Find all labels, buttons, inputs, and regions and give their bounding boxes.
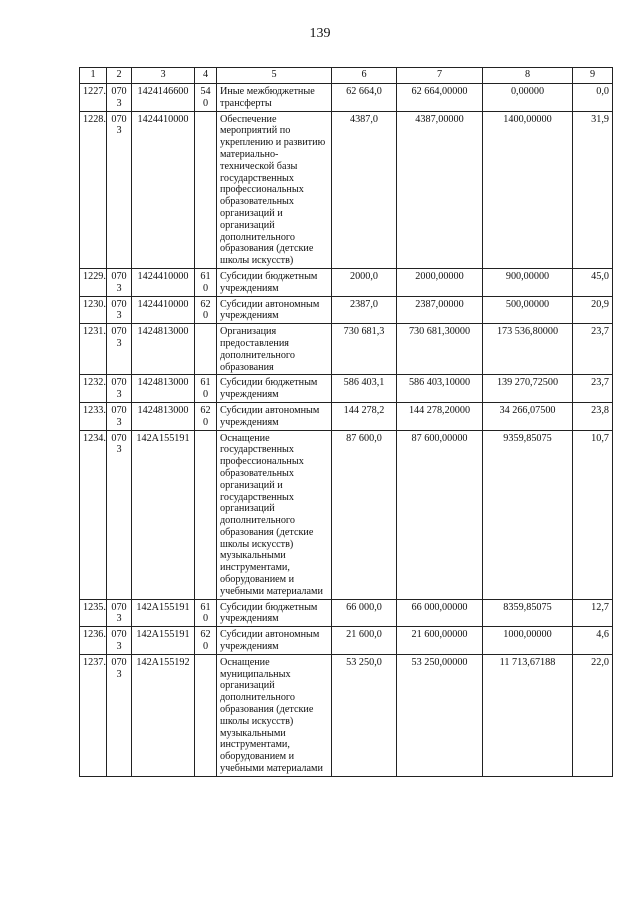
row-number: 1230.: [80, 296, 107, 324]
table-row: [80, 324, 613, 375]
execution-percent: 45,0: [573, 268, 613, 296]
plan-amount: 586 403,1: [332, 375, 397, 403]
plan-amount: 730 681,3: [332, 324, 397, 375]
row-number: 1228.: [80, 111, 107, 268]
column-header: 7: [397, 68, 483, 84]
column-header: 9: [573, 68, 613, 84]
section-code: 0703: [107, 627, 132, 655]
item-name: Субсидии бюджетным учреждениям: [217, 599, 332, 627]
expense-type: 610: [195, 599, 217, 627]
section-code: 0703: [107, 268, 132, 296]
target-code: 142A155191: [132, 599, 195, 627]
column-header: 1: [80, 68, 107, 84]
section-code: 0703: [107, 111, 132, 268]
expense-type: [195, 654, 217, 776]
execution-percent: 20,9: [573, 296, 613, 324]
executed-amount: 34 266,07500: [483, 402, 573, 430]
executed-amount: 139 270,72500: [483, 375, 573, 403]
refined-amount: 730 681,30000: [397, 324, 483, 375]
refined-amount: 4387,00000: [397, 111, 483, 268]
execution-percent: 10,7: [573, 430, 613, 599]
execution-percent: 31,9: [573, 111, 613, 268]
expense-type: 610: [195, 268, 217, 296]
item-name: Субсидии автономным учреждениям: [217, 402, 332, 430]
item-name: Обеспечение мероприятий по укреплению и развитию материально-технической базы государственных профессиональных образовательных организаций и организаций дополнительного образования (детские школы искусств): [217, 111, 332, 268]
row-number: 1232.: [80, 375, 107, 403]
refined-amount: 2000,00000: [397, 268, 483, 296]
expense-type: 620: [195, 402, 217, 430]
executed-amount: 173 536,80000: [483, 324, 573, 375]
item-name: Субсидии автономным учреждениям: [217, 296, 332, 324]
target-code: 1424813000: [132, 324, 195, 375]
table-row: [80, 296, 613, 324]
table-row: [80, 430, 613, 599]
target-code: 142A155191: [132, 430, 195, 599]
refined-amount: 586 403,10000: [397, 375, 483, 403]
refined-amount: 62 664,00000: [397, 84, 483, 112]
row-number: 1229.: [80, 268, 107, 296]
budget-table: [79, 67, 613, 777]
executed-amount: 0,00000: [483, 84, 573, 112]
execution-percent: 4,6: [573, 627, 613, 655]
section-code: 0703: [107, 402, 132, 430]
refined-amount: 66 000,00000: [397, 599, 483, 627]
executed-amount: 11 713,67188: [483, 654, 573, 776]
target-code: 1424410000: [132, 268, 195, 296]
row-number: 1237.: [80, 654, 107, 776]
page-number: 139: [309, 26, 331, 41]
plan-amount: 87 600,0: [332, 430, 397, 599]
executed-amount: 9359,85075: [483, 430, 573, 599]
target-code: 1424410000: [132, 111, 195, 268]
table-row: [80, 599, 613, 627]
item-name: Субсидии бюджетным учреждениям: [217, 268, 332, 296]
item-name: Субсидии автономным учреждениям: [217, 627, 332, 655]
table-row: [80, 654, 613, 776]
expense-type: 540: [195, 84, 217, 112]
row-number: 1233.: [80, 402, 107, 430]
plan-amount: 21 600,0: [332, 627, 397, 655]
row-number: 1235.: [80, 599, 107, 627]
target-code: 142A155191: [132, 627, 195, 655]
target-code: 142A155192: [132, 654, 195, 776]
table-row: [80, 268, 613, 296]
column-header: 6: [332, 68, 397, 84]
item-name: Оснащение государственных профессиональных образовательных организаций и государственных организаций дополнительного образования (детские школы искусств) музыкальными инструментами, оборудованием и учебными материалами: [217, 430, 332, 599]
refined-amount: 87 600,00000: [397, 430, 483, 599]
expense-type: [195, 324, 217, 375]
item-name: Субсидии бюджетным учреждениям: [217, 375, 332, 403]
table-header-row: [80, 68, 613, 84]
executed-amount: 1000,00000: [483, 627, 573, 655]
table-row: [80, 402, 613, 430]
executed-amount: 500,00000: [483, 296, 573, 324]
section-code: 0703: [107, 324, 132, 375]
target-code: 1424813000: [132, 402, 195, 430]
execution-percent: 23,7: [573, 375, 613, 403]
plan-amount: 2387,0: [332, 296, 397, 324]
plan-amount: 144 278,2: [332, 402, 397, 430]
column-header: 3: [132, 68, 195, 84]
plan-amount: 2000,0: [332, 268, 397, 296]
execution-percent: 23,7: [573, 324, 613, 375]
row-number: 1236.: [80, 627, 107, 655]
row-number: 1234.: [80, 430, 107, 599]
column-header: 2: [107, 68, 132, 84]
execution-percent: 22,0: [573, 654, 613, 776]
plan-amount: 62 664,0: [332, 84, 397, 112]
refined-amount: 144 278,20000: [397, 402, 483, 430]
target-code: 1424410000: [132, 296, 195, 324]
plan-amount: 53 250,0: [332, 654, 397, 776]
section-code: 0703: [107, 654, 132, 776]
section-code: 0703: [107, 599, 132, 627]
execution-percent: 0,0: [573, 84, 613, 112]
section-code: 0703: [107, 84, 132, 112]
refined-amount: 2387,00000: [397, 296, 483, 324]
execution-percent: 23,8: [573, 402, 613, 430]
row-number: 1227.: [80, 84, 107, 112]
item-name: Организация предоставления дополнительного образования: [217, 324, 332, 375]
section-code: 0703: [107, 375, 132, 403]
table-row: [80, 375, 613, 403]
row-number: 1231.: [80, 324, 107, 375]
refined-amount: 21 600,00000: [397, 627, 483, 655]
executed-amount: 900,00000: [483, 268, 573, 296]
section-code: 0703: [107, 296, 132, 324]
column-header: 5: [217, 68, 332, 84]
column-header: 8: [483, 68, 573, 84]
expense-type: [195, 430, 217, 599]
item-name: Оснащение муниципальных организаций дополнительного образования (детские школы искусств) музыкальными инструментами, оборудованием и учебными материалами: [217, 654, 332, 776]
refined-amount: 53 250,00000: [397, 654, 483, 776]
expense-type: 620: [195, 627, 217, 655]
expense-type: [195, 111, 217, 268]
execution-percent: 12,7: [573, 599, 613, 627]
expense-type: 610: [195, 375, 217, 403]
target-code: 1424813000: [132, 375, 195, 403]
target-code: 1424146600: [132, 84, 195, 112]
item-name: Иные межбюджетные трансферты: [217, 84, 332, 112]
expense-type: 620: [195, 296, 217, 324]
plan-amount: 4387,0: [332, 111, 397, 268]
plan-amount: 66 000,0: [332, 599, 397, 627]
executed-amount: 8359,85075: [483, 599, 573, 627]
table-row: [80, 627, 613, 655]
executed-amount: 1400,00000: [483, 111, 573, 268]
column-header: 4: [195, 68, 217, 84]
section-code: 0703: [107, 430, 132, 599]
table-row: [80, 111, 613, 268]
table-row: [80, 84, 613, 112]
